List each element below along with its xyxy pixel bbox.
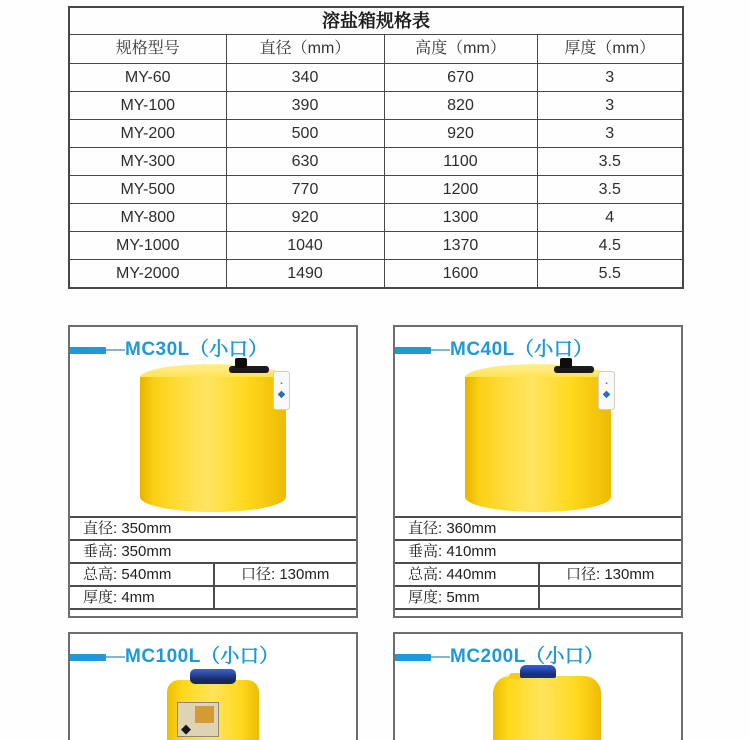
diameter-cell: 500 [226, 120, 384, 148]
table-title-row [69, 7, 683, 35]
spec-empty-cell [213, 587, 356, 608]
title-accent-bar [68, 347, 106, 354]
thickness-cell: 4.5 [537, 232, 683, 260]
title-accent-bar [393, 347, 431, 354]
product-card-mc100l [68, 632, 358, 740]
spec-row-split [395, 587, 681, 608]
product-card-mc30l [68, 325, 358, 618]
diameter-cell: 630 [226, 148, 384, 176]
diameter-cell: 920 [226, 204, 384, 232]
title-accent-line [106, 656, 125, 658]
spec-diameter: 直径: 350mm [70, 518, 356, 541]
height-cell: 1100 [384, 148, 537, 176]
card-header [68, 340, 268, 360]
product-card-mc200l [393, 632, 683, 740]
tank-body [465, 377, 611, 512]
spec-mouth-diameter: 口径: 130mm [213, 564, 356, 585]
hazard-label-sticker [177, 702, 219, 737]
thickness-cell: 3 [537, 120, 683, 148]
tank-photo-mc100l [167, 680, 259, 740]
title-accent-bar [393, 654, 431, 661]
card-header [393, 647, 604, 667]
spec-thickness: 厚度: 4mm [83, 589, 155, 606]
spec-diameter: 直径: 360mm [395, 518, 681, 541]
card-title: MC30L（小口） [125, 339, 268, 360]
height-cell: 920 [384, 120, 537, 148]
sticker-diamond-icon: ◆ [277, 389, 286, 400]
tank-label-sticker [598, 371, 615, 410]
model-cell: MY-100 [69, 92, 226, 120]
spec-row-split [70, 564, 356, 587]
height-cell: 1600 [384, 260, 537, 289]
model-cell: MY-2000 [69, 260, 226, 289]
thickness-cell: 4 [537, 204, 683, 232]
model-cell: MY-200 [69, 120, 226, 148]
col-header-model: 规格型号 [69, 35, 226, 64]
tank-label-sticker [273, 371, 290, 410]
title-accent-line [106, 349, 125, 351]
table-row [69, 148, 683, 176]
table-row [69, 176, 683, 204]
spec-row-split [395, 564, 681, 587]
height-cell: 1300 [384, 204, 537, 232]
col-header-height: 高度（mm） [384, 35, 537, 64]
height-cell: 1200 [384, 176, 537, 204]
hazard-diamond-icon: ◆ [181, 721, 191, 736]
diameter-cell: 390 [226, 92, 384, 120]
spec-row-split [70, 587, 356, 608]
thickness-cell: 3 [537, 92, 683, 120]
diameter-cell: 1040 [226, 232, 384, 260]
thickness-cell: 3.5 [537, 176, 683, 204]
height-cell: 1370 [384, 232, 537, 260]
sticker-text-mark-icon: ▪ [605, 381, 608, 387]
spec-empty-cell [538, 587, 681, 608]
tank-photo-mc200l [493, 676, 601, 740]
sticker-diamond-icon: ◆ [602, 389, 611, 400]
spec-vertical-height: 垂高: 410mm [395, 541, 681, 564]
diameter-cell: 770 [226, 176, 384, 204]
card-title: MC100L（小口） [125, 646, 279, 667]
sticker-text-mark-icon: ▪ [280, 381, 283, 387]
card-header [68, 647, 279, 667]
product-card-mc40l [393, 325, 683, 618]
tank-handle-cap [190, 669, 236, 684]
model-cell: MY-1000 [69, 232, 226, 260]
table-title: 溶盐箱规格表 [69, 7, 683, 35]
height-cell: 820 [384, 92, 537, 120]
spec-vertical-height: 垂高: 350mm [70, 541, 356, 564]
thickness-cell: 3.5 [537, 148, 683, 176]
col-header-thickness: 厚度（mm） [537, 35, 683, 64]
diameter-cell: 340 [226, 64, 384, 92]
model-cell: MY-60 [69, 64, 226, 92]
product-cards-grid [68, 325, 683, 740]
table-row [69, 92, 683, 120]
model-cell: MY-800 [69, 204, 226, 232]
card-spec-table [395, 516, 681, 610]
table-row [69, 64, 683, 92]
table-row [69, 120, 683, 148]
table-row [69, 232, 683, 260]
table-row [69, 260, 683, 289]
spec-total-height: 总高: 440mm [408, 566, 497, 583]
spec-thickness: 厚度: 5mm [408, 589, 480, 606]
card-spec-table [70, 516, 356, 610]
spec-mouth-diameter: 口径: 130mm [538, 564, 681, 585]
model-cell: MY-500 [69, 176, 226, 204]
diameter-cell: 1490 [226, 260, 384, 289]
thickness-cell: 5.5 [537, 260, 683, 289]
title-accent-bar [68, 654, 106, 661]
card-title: MC40L（小口） [450, 339, 593, 360]
col-header-diameter: 直径（mm） [226, 35, 384, 64]
card-header [393, 340, 593, 360]
title-accent-line [431, 656, 450, 658]
tank-body [140, 377, 286, 512]
thickness-cell: 3 [537, 64, 683, 92]
title-accent-line [431, 349, 450, 351]
height-cell: 670 [384, 64, 537, 92]
table-row [69, 204, 683, 232]
table-header-row [69, 35, 683, 64]
spec-total-height: 总高: 540mm [83, 566, 172, 583]
card-title: MC200L（小口） [450, 646, 604, 667]
tank-photo-mc40l [465, 364, 611, 512]
model-cell: MY-300 [69, 148, 226, 176]
hazard-square-icon [195, 706, 214, 723]
main-spec-table [68, 6, 684, 289]
tank-photo-mc30l [140, 364, 286, 512]
